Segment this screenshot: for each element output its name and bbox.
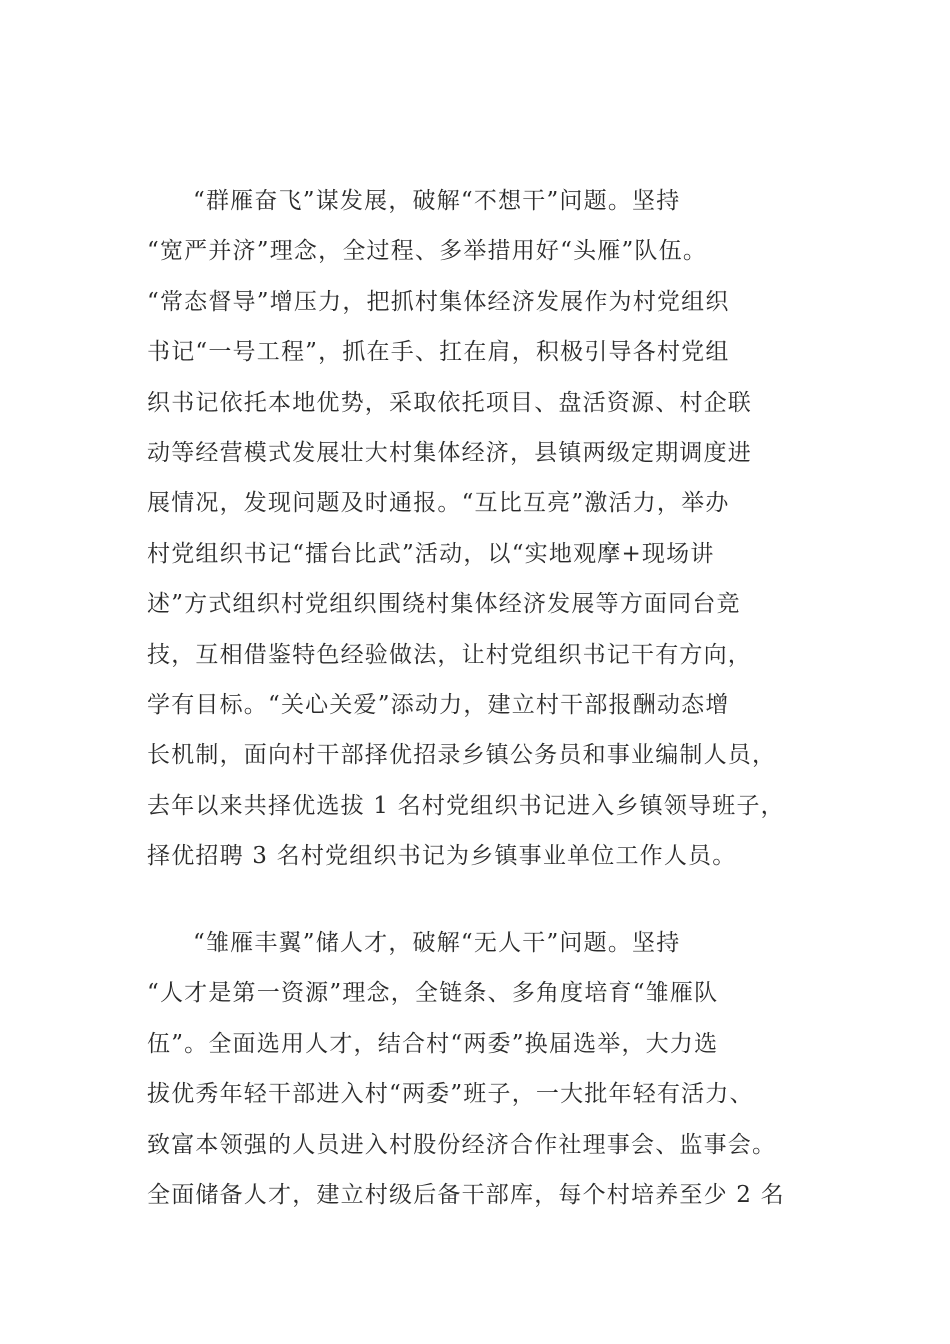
text-line: “雏雁丰翼”储人才，破解“无人干”问题。坚持 (193, 930, 681, 956)
paragraph-chuyan-fengyi (147, 918, 807, 1220)
text-line: 长机制，面向村干部择优招录乡镇公务员和事业编制人员， (147, 742, 777, 769)
text-line: “群雁奋飞”谋发展，破解“不想干”问题。坚持 (193, 188, 681, 214)
text-line: 全面储备人才，建立村级后备干部库，每个村培养至少 2 名 (147, 1181, 785, 1208)
text-line: 致富本领强的人员进入村股份经济合作社理事会、监事会。 (147, 1131, 777, 1158)
text-line: “宽严并济”理念，全过程、多举措用好“头雁”队伍。 (147, 238, 708, 265)
text-line: 织书记依托本地优势，采取依托项目、盘活资源、村企联 (147, 389, 752, 416)
text-line: 技，互相借鉴特色经验做法，让村党组织书记干有方向， (147, 641, 752, 668)
text-line: 伍”。全面选用人才，结合村“两委”换届选举，大力选 (147, 1030, 719, 1057)
text-line: 拔优秀年轻干部进入村“两委”班子，一大批年轻有活力、 (147, 1081, 754, 1108)
text-line: 村党组织书记“擂台比武”活动，以“实地观摩+现场讲 (147, 540, 715, 567)
text-line: 展情况，发现问题及时通报。“互比互亮”激活力，举办 (147, 490, 730, 517)
text-line: 择优招聘 3 名村党组织书记为乡镇事业单位工作人员。 (147, 843, 737, 870)
text-line: 学有目标。“关心关爱”添动力，建立村干部报酬动态增 (147, 691, 730, 718)
text-line: 书记“一号工程”，抓在手、扛在肩，积极引导各村党组 (147, 339, 730, 366)
text-line: “常态督导”增压力，把抓村集体经济发展作为村党组织 (147, 288, 730, 315)
text-line: 述”方式组织村党组织围绕村集体经济发展等方面同台竞 (147, 591, 741, 618)
paragraph-qunyan-fenfei (147, 176, 807, 881)
text-line: “人才是第一资源”理念，全链条、多角度培育“雏雁队 (147, 980, 719, 1007)
text-line: 动等经营模式发展壮大村集体经济，县镇两级定期调度进 (147, 439, 752, 466)
text-line: 去年以来共择优选拔 1 名村党组织书记进入乡镇领导班子， (147, 792, 785, 819)
